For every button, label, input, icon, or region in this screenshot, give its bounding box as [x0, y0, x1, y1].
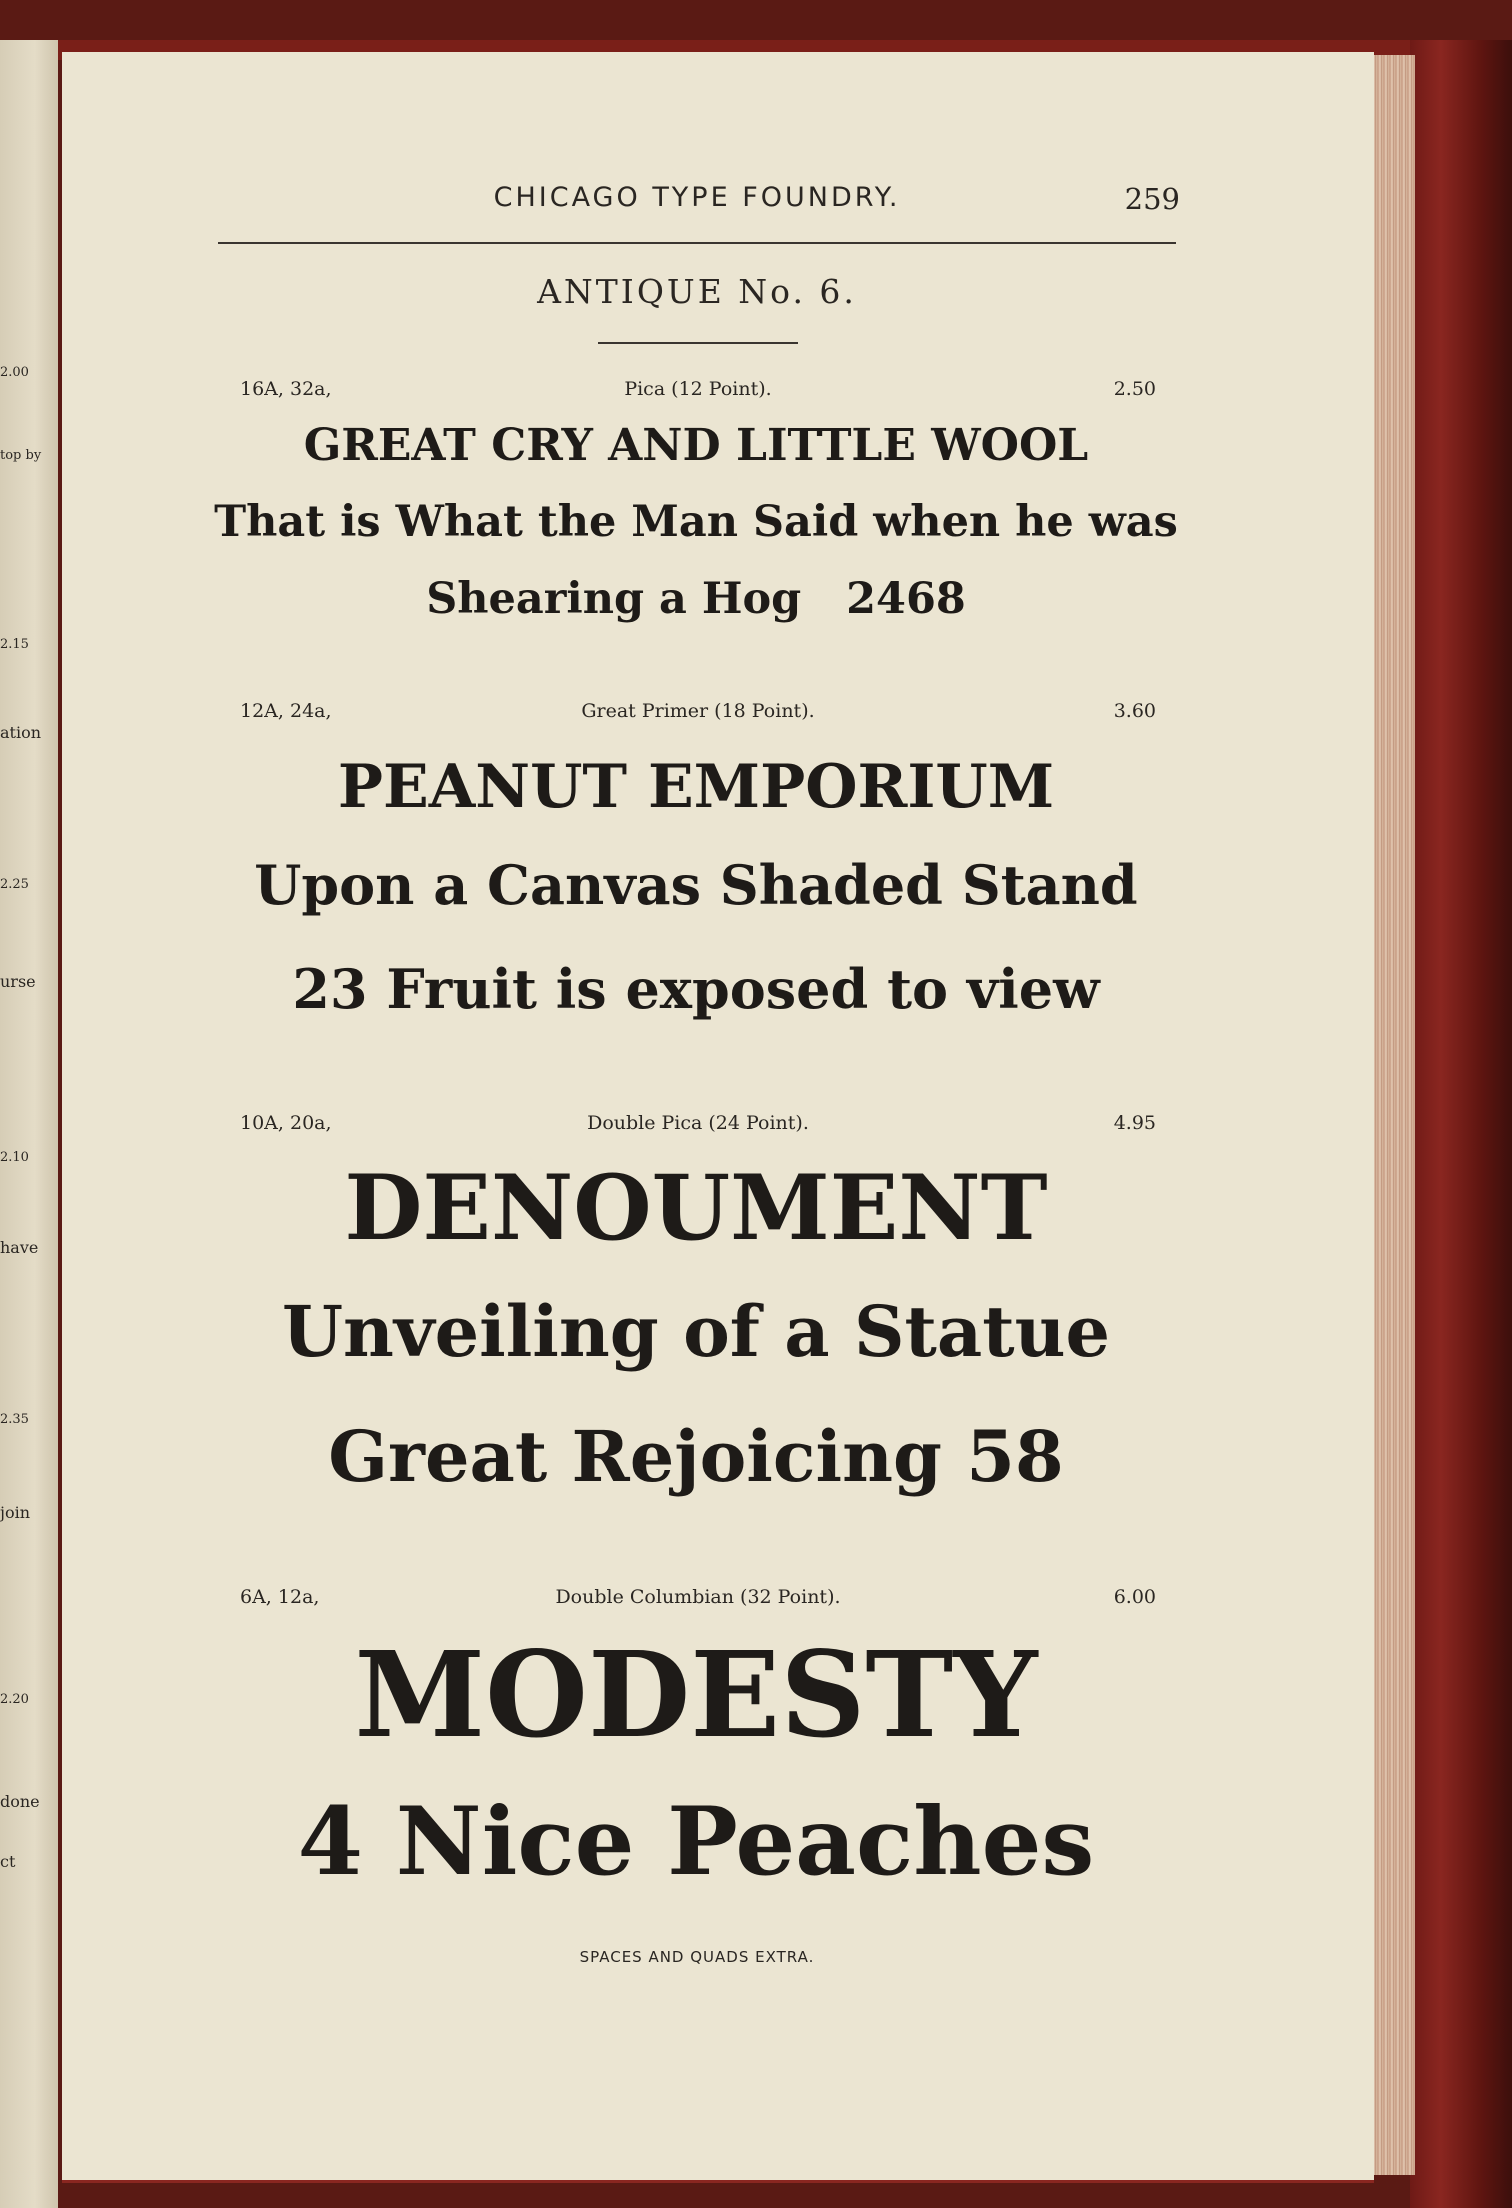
price: 4.95: [1113, 1112, 1156, 1134]
page-number: 259: [1124, 182, 1180, 216]
font-count: 6A, 12a,: [240, 1586, 320, 1608]
specimen-line: DENOUMENT: [344, 1155, 1048, 1261]
specimen-line: Great Rejoicing 58: [328, 1415, 1064, 1498]
margin-text: join: [0, 1503, 31, 1522]
page-stack-edge: [1370, 55, 1415, 2175]
margin-text: urse: [0, 972, 36, 991]
specimen-line: Upon a Canvas Shaded Stand: [254, 853, 1138, 917]
specimen-spec-row: [240, 1112, 1156, 1142]
margin-text: have: [0, 1238, 39, 1257]
margin-text: ation: [0, 723, 42, 742]
price: 6.00: [1113, 1586, 1156, 1608]
type-size: Great Primer (18 Point).: [581, 700, 815, 722]
margin-text: 2.20: [0, 1692, 29, 1707]
specimen-spec-row: [240, 700, 1156, 730]
specimen-line: 23 Fruit is exposed to view: [292, 957, 1100, 1021]
margin-text: top by: [0, 448, 42, 463]
book-binding: [1410, 40, 1512, 2208]
running-head: CHICAGO TYPE FOUNDRY.: [493, 182, 901, 213]
footer-note: SPACES AND QUADS EXTRA.: [579, 1948, 815, 1966]
specimen-title: ANTIQUE No. 6.: [537, 272, 857, 311]
type-size: Double Pica (24 Point).: [587, 1112, 809, 1134]
margin-text: 2.25: [0, 877, 29, 892]
specimen-line: Unveiling of a Statue: [281, 1290, 1111, 1373]
type-size: Pica (12 Point).: [624, 378, 772, 400]
margin-text: 2.00: [0, 365, 29, 380]
specimen-line: Shearing a Hog 2468: [426, 574, 966, 624]
specimen-line: MODESTY: [354, 1625, 1038, 1764]
title-rule: [598, 342, 798, 344]
margin-text: 2.15: [0, 637, 29, 652]
font-count: 12A, 24a,: [240, 700, 332, 722]
header-rule: [218, 242, 1176, 244]
type-size: Double Columbian (32 Point).: [555, 1586, 841, 1608]
font-count: 16A, 32a,: [240, 378, 332, 400]
margin-text: done: [0, 1792, 40, 1811]
specimen-line: GREAT CRY AND LITTLE WOOL: [303, 420, 1089, 471]
price: 3.60: [1113, 700, 1156, 722]
specimen-spec-row: [240, 378, 1156, 408]
specimen-line: 4 Nice Peaches: [297, 1787, 1095, 1897]
font-count: 10A, 20a,: [240, 1112, 332, 1134]
specimen-line: PEANUT EMPORIUM: [337, 752, 1055, 822]
margin-text: 2.10: [0, 1150, 29, 1165]
specimen-line: That is What the Man Said when he was: [214, 497, 1178, 547]
price: 2.50: [1113, 378, 1156, 400]
left-page-fragment: [0, 40, 58, 2208]
specimen-spec-row: [240, 1586, 1156, 1616]
margin-text: ct: [0, 1852, 16, 1871]
margin-text: 2.35: [0, 1412, 29, 1427]
